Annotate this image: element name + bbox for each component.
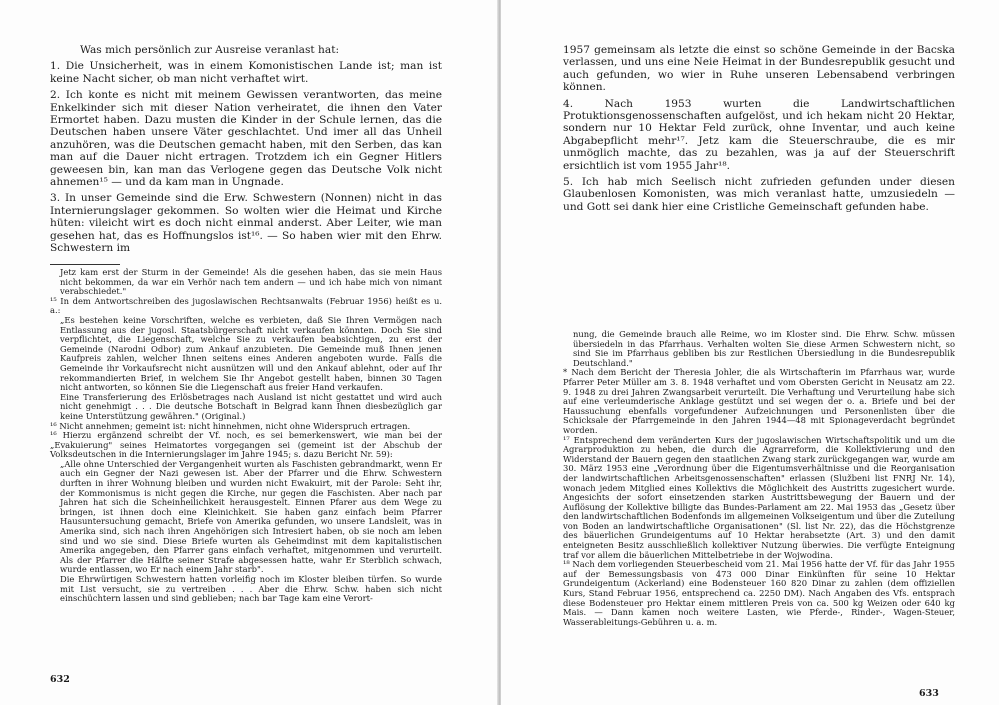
- footnote: nung, die Gemeinde brauch alle Reime, wo im Kloster sind. Die Ehrw. Schw. müssen übersiedeln in das Pfarrhaus. Verhalten wolten Sie diese Armen Schwestern nicht, so sind Sie im Pfarrhaus gebliben bis zur Restlichen Übersiedlung in die Bundesrepublik Deutschland.": [573, 329, 955, 368]
- footnote: Eine Transferierung des Erlösbetrages nach Ausland ist nicht gestattet und wird auch nicht genehmigt . . . Die deutsche Botschaft in Belgrad kann Ihnen diesbezüglich gar keine Unterstützung gewähren." (Original.): [60, 391, 442, 421]
- right-paragraph: 1957 gemeinsam als letzte die einst so schöne Gemeinde in der Bacska verlassen, und uns eine Neie Heimat in der Bundesrepublik gesucht und auch gefunden, wo wier in Ruhe unseren Lebensabend verbringen können.: [563, 44, 955, 94]
- footnote: ¹⁶ Nicht annehmen; gemeint ist: nicht hinnehmen, nicht ohne Widerspruch ertragen.: [50, 420, 411, 431]
- left-paragraph: 1. Die Unsicherheit, was in einem Komonistischen Lande ist; man ist keine Nacht sicher, ob man nicht verhaftet wirt.: [50, 60, 442, 85]
- right-page: [501, 0, 999, 705]
- footnote: ¹⁶ Hierzu ergänzend schreibt der Vf. noch, es sei bemerkenswert, wie man bei der „Evakuierung" seines Heimatortes vorgegangen sei (gemeint ist der Abschub der Volksdeutschen in die Internierungslager im Jahre 1945; s. dazu Bericht Nr. 59):: [50, 430, 442, 460]
- left-paragraph: Was mich persönlich zur Ausreise veranlast hat:: [80, 44, 340, 56]
- footnote: * Nach dem Bericht der Theresia Johler, die als Wirtschafterin im Pfarrhaus war, wurde Pfarrer Peter Müller am 3. 8. 1948 verhaftet und vom Obersten Gericht in Neusatz am 22. 9. 1948 zu drei Jahren Zwangsarbeit verurteilt. Die Verhaftung und Verurteilung habe sich auf eine verleumderische Anklage gestützt und sei wegen der o. a. Briefe und bei der Haussuchung ebenfalls vorgefundener Aufzeichnungen und Personenlisten über die Schicksale der Pfarrgemeinde in den Jahren 1944—48 mit Spionageverdacht begründet worden.: [563, 367, 955, 435]
- footnote: „Alle ohne Unterschied der Vergangenheit wurten als Faschisten gebrandmarkt, wenn Er auch ein Gegner der Nazi gewesen ist. Aber der Pfarrer und die Ehrw. Schwestern durften in ihrer Wohnung bleiben und wurden nicht Ewakuirt, mit der Parole: Seht ihr, der Kommonismus is nicht gegen die Kirche, nur gegen die Faschisten. Aber nach par Jahren hat sich die Scheinheilichkeit herausgestelt. Einnen Pfarer aus dem Wege zu bringen, ist ihnen doch eine Kleinichkeit. Sie haben ganz einfach beim Pfarrer Hausuntersuchung gemacht, Briefe von Amerika gefunden, wo unsere Landsleit, was in Amerika sind, sich nach ihren Angehörigen sich Intresiert haben, ob sie noch am leben sind und wo sie sind. Diese Briefe wurten als Geheimdinst mit dem kapitalistischen Amerika angegeben, den Pfarrer gans einfach verhaftet, mitgenommen und verurteilt. Als der Pfarrer die Hälfte seiner Strafe abgesessen hatte, wahr Er Sterblich schwach, wurde entlassen, wo Er nach einem Jahr starb".: [60, 458, 442, 575]
- right-paragraph: 5. Ich hab mich Seelisch nicht zufrieden gefunden under diesen Glaubenlosen Komonisten, was mich veranlast hatte, umzusiedeln — und Gott sei dank hier eine Cristliche Gemeinschaft gefunden habe.: [563, 176, 955, 213]
- left-footnotes: [50, 268, 442, 604]
- left-paragraph: 3. In unser Gemeinde sind die Erw. Schwestern (Nonnen) nicht in das Internierungslager gekommen. So wolten wier die Heimat und Kirche hüten: vileicht wirt es doch nicht einmal anderst. Aber Leiter, wie man gesehen hat, das es Hoffnungslos ist¹⁶. — So haben wier mit den Ehrw. Schwestern im: [50, 192, 442, 255]
- page-number: 632: [50, 674, 70, 685]
- right-paragraph: 4. Nach 1953 wurten die Landwirtschaftlichen Protuktionsgenossenschaften aufgelöst, und ich hekam nicht 20 Hektar, sondern nur 10 Hektar Feld zurück, ohne Inventar, und auch keine Abgabepflicht mehr¹⁷. Jetz kam die Steuerschraube, die es mir unmöglich machte, das zu bezahlen, was ja auf der Steuerschrift ersichtlich ist vom 1955 Jahr¹⁸.: [563, 97, 955, 172]
- left-footnote-rule: [50, 264, 120, 265]
- page-number: 633: [919, 688, 939, 699]
- left-page: [0, 0, 498, 705]
- left-paragraph: 2. Ich konte es nicht mit meinem Gewissen verantworten, das meine Enkelkinder sich mit dieser Nation verheiratet, die ihnen den Vater Ermortet haben. Dazu musten die Kinder in der Schule lernen, das die Deutschen haben unsere Väter geschlachtet. Und imer all das Unheil anzuhören, was die Deutschen gemacht haben, mit den Serben, das kan man auf die Dauer nicht ertragen. Trotzdem ich ein Gegner Hitlers geweesen bin, kan man das Verlogene gegen das Deutsche Volk nicht ahnemen¹⁵ — und da kam man in Ungnade.: [50, 89, 442, 189]
- footnote: ¹⁵ In dem Antwortschreiben des jugoslawischen Rechtsanwalts (Februar 1956) heißt es u. a.:: [50, 295, 442, 316]
- footnote: Jetz kam erst der Sturm in der Gemeinde! Als die gesehen haben, das sie mein Haus nicht bekommen, da war ein Verhör nach tem andern — und ich habe mich von nimant verabschiedet.": [60, 267, 442, 297]
- footnote: „Es bestehen keine Vorschriften, welche es verbieten, daß Sie Ihren Vermögen nach Entlassung aus der jugosl. Staatsbürgerschaft nicht verkaufen könnten. Doch Sie sind verpflichtet, die Liegenschaft, welche Sie zu verkaufen beabsichtigen, zu erst der Gemeinde (Narodni Odbor) zum Ankauf anzubieten. Die Gemeinde muß Ihnen jenen Kaufpreis zahlen, welcher Ihnen seitens eines Anderen angeboten wurde. Falls die Gemeinde ihr Vorkaufsrecht nicht ausnützen will und den Ankauf ablehnt, oder auf Ihr rekommandierten Brief, in welchem Sie Ihr Angebot gestellt haben, binnen 30 Tagen nicht antworten, so können Sie die Liegenschaft aus freier Hand verkaufen.: [60, 314, 442, 393]
- footnote: ¹⁷ Entsprechend dem veränderten Kurs der jugoslawischen Wirtschaftspolitik und um die Agrarproduktion zu heben, die durch die Agrarreform, die Kollektivierung und den Widerstand der Bauern gegen den staatlichen Zwang stark zurückgegangen war, wurde am 30. März 1953 eine „Verordnung über die Eigentumsverhältnisse und die Reorganisation der landwirtschaftlichen Arbeitsgenossenschaften" erlassen (Službeni list FNRJ Nr. 14), wonach jedem Mitglied eines Kollektivs die Möglichkeit des Austritts zugesichert wurde. Angesichts der sofort einsetzenden starken Austrittsbewegung der Bauern und der Auflösung der Kollektive billigte das Bundes-Parlament am 22. Mai 1953 das „Gesetz über den landwirtschaftlichen Bodenfonds im allgemeinen Volkseigentum und über die Zuteilung von Boden an landwirtschaftliche Organisationen" (Sl. list Nr. 22), das die Höchstgrenze des bäuerlichen Grundeigentums auf 10 Hektar herabsetzte (Art. 3) und den damit enteigneten Besitz ausschließlich kollektiver Nutzung überwies. Die verfügte Enteignung traf vor allem die bäuerlichen Mittelbetriebe in der Wojwodina.: [563, 434, 955, 560]
- right-main-text: [563, 44, 955, 217]
- right-footnotes: [563, 330, 955, 627]
- left-main-text: [50, 44, 442, 259]
- footnote: ¹⁸ Nach dem vorliegenden Steuerbescheid vom 21. Mai 1956 hatte der Vf. für das Jahr 1955 auf der Bemessungsbasis von 473 000 Dinar Einkünften für seine 10 Hektar Grundeigentum (Ackerland) eine Bodensteuer 160 820 Dinar zu zahlen (dem offiziellen Kurs, Stand Februar 1956, entsprechend ca. 2250 DM). Nach Angaben des Vfs. entsprach diese Bodensteuer pro Hektar einem mittleren Preis von ca. 500 kg Weizen oder 640 kg Mais. — Dann kamen noch weitere Lasten, wie Pferde-, Rinder-, Wagen-Steuer, Wasserableitungs-Gebühren u. a. m.: [563, 559, 955, 627]
- footnote: Die Ehrwürtigen Schwestern hatten vorleifig noch im Kloster bleiben türfen. So wurde mit List versucht, sie zu vertreiben . . . Aber die Ehrw. Schw. haben sich nicht einschüchtern lassen und sind geblieben; nach bar Tage kam eine Verort-: [60, 574, 442, 604]
